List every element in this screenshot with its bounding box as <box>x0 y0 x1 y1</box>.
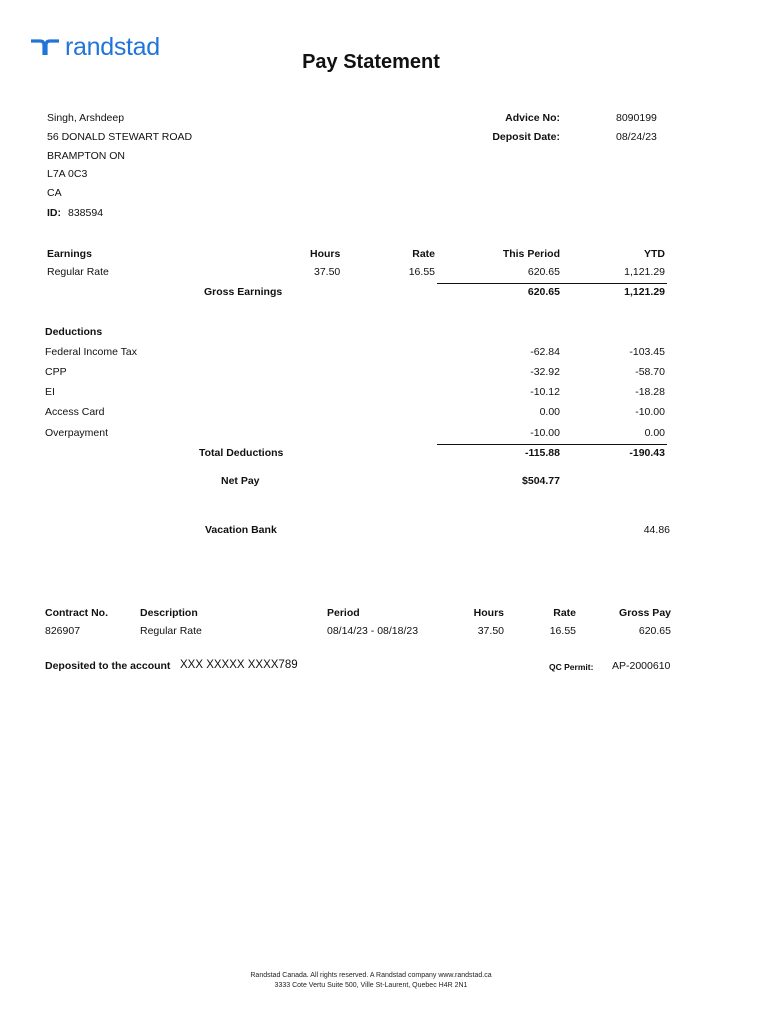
deduction-ytd: -18.28 <box>635 386 665 398</box>
total-deductions-this-period: -115.88 <box>524 447 560 459</box>
qc-permit-label: QC Permit: <box>549 662 594 672</box>
description-header: Description <box>140 607 198 619</box>
period-header: Period <box>327 607 360 619</box>
deduction-ytd: -58.70 <box>635 366 665 378</box>
employee-id: 838594 <box>68 207 104 219</box>
earnings-row-ytd: 1,121.29 <box>624 266 665 278</box>
deduction-label: Federal Income Tax <box>45 346 138 358</box>
earnings-row-rate: 16.55 <box>408 266 435 278</box>
deduction-ytd: -10.00 <box>635 406 665 418</box>
net-pay-value: $504.77 <box>522 475 560 487</box>
contract-hours-header: Hours <box>473 607 504 619</box>
employee-address-line2: BRAMPTON ON <box>47 150 125 162</box>
gross-earnings-label: Gross Earnings <box>204 286 283 298</box>
deposit-account-number: XXX XXXXX XXXX789 <box>180 659 298 671</box>
employee-country: CA <box>47 187 62 199</box>
gross-pay-header: Gross Pay <box>619 607 671 619</box>
employee-address-line1: 56 DONALD STEWART ROAD <box>47 131 193 143</box>
deduction-this-period: -10.00 <box>530 427 560 439</box>
deduction-this-period: -62.84 <box>530 346 560 358</box>
deduction-label: Access Card <box>45 406 105 418</box>
advice-no: 8090199 <box>616 112 657 124</box>
contract-no: 826907 <box>45 625 81 637</box>
advice-no-label: Advice No: <box>505 112 560 124</box>
contract-gross-pay: 620.65 <box>638 625 671 637</box>
earnings-rate-header: Rate <box>412 248 435 260</box>
page-title: Pay Statement <box>302 51 440 73</box>
footer-line1: Randstad Canada. All rights reserved. A Randstad company www.randstad.ca <box>250 972 492 979</box>
vacation-bank-label: Vacation Bank <box>205 524 277 536</box>
gross-earnings-ytd: 1,121.29 <box>624 286 665 298</box>
contract-period: 08/14/23 - 08/18/23 <box>327 625 419 637</box>
deduction-ytd: 0.00 <box>644 427 665 439</box>
net-pay-label: Net Pay <box>221 475 260 487</box>
earnings-ytd-header: YTD <box>644 248 665 260</box>
deduction-this-period: 0.00 <box>539 406 560 418</box>
deposit-date-label: Deposit Date: <box>492 131 560 143</box>
employee-postal-code: L7A 0C3 <box>47 168 88 180</box>
employee-id-label: ID: <box>47 207 61 219</box>
total-deductions-ytd: -190.43 <box>629 447 665 459</box>
contract-no-header: Contract No. <box>45 607 108 619</box>
footer-line2: 3333 Cote Vertu Suite 500, Ville St-Laurent, Quebec H4R 2N1 <box>274 982 468 989</box>
gross-earnings-this-period: 620.65 <box>527 286 560 298</box>
deductions-header: Deductions <box>45 326 103 338</box>
earnings-row-this-period: 620.65 <box>527 266 560 278</box>
earnings-this-period-header: This Period <box>502 248 560 260</box>
deduction-this-period: -32.92 <box>530 366 560 378</box>
deduction-this-period: -10.12 <box>530 386 560 398</box>
deduction-label: EI <box>45 386 55 398</box>
contract-hours: 37.50 <box>477 625 504 637</box>
earnings-row-hours: 37.50 <box>314 266 341 278</box>
contract-description: Regular Rate <box>140 625 202 637</box>
vacation-bank-value: 44.86 <box>643 524 670 536</box>
deduction-label: Overpayment <box>45 427 109 439</box>
brand-name: randstad <box>65 32 160 61</box>
deductions-divider <box>437 444 667 445</box>
deduction-ytd: -103.45 <box>629 346 665 358</box>
deposit-account-label: Deposited to the account <box>45 660 171 672</box>
earnings-row-label: Regular Rate <box>47 266 109 278</box>
earnings-divider <box>437 283 667 284</box>
contract-rate: 16.55 <box>549 625 576 637</box>
deposit-date: 08/24/23 <box>616 131 657 143</box>
total-deductions-label: Total Deductions <box>199 447 284 459</box>
employee-name: Singh, Arshdeep <box>47 112 125 124</box>
contract-rate-header: Rate <box>553 607 576 619</box>
earnings-hours-header: Hours <box>310 248 341 260</box>
deduction-label: CPP <box>45 366 67 378</box>
earnings-header: Earnings <box>47 248 92 260</box>
qc-permit-value: AP-2000610 <box>612 660 671 672</box>
